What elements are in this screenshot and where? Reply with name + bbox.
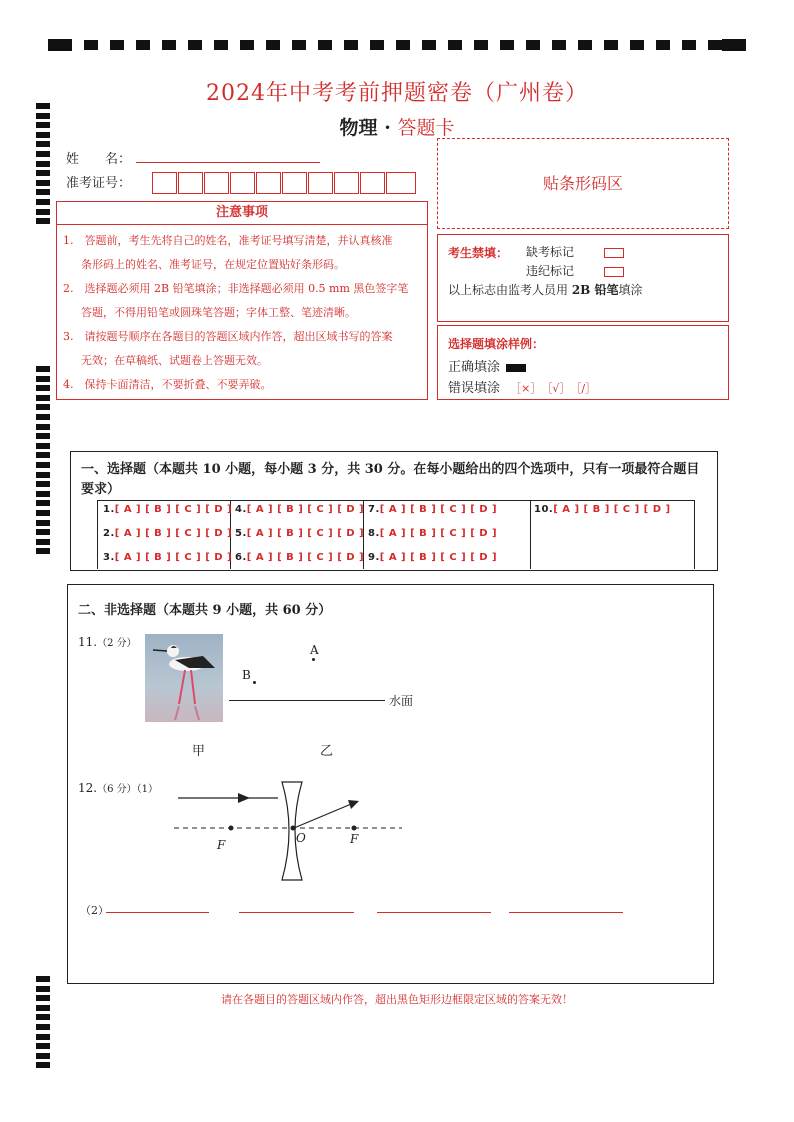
answer-blank-4[interactable] [509, 912, 623, 913]
exam-title: 2024年中考考前押题密卷（广州卷） [206, 81, 588, 106]
sample-title: 选择题填涂样例： [448, 337, 545, 351]
notice-item-1-cont: 条形码上的姓名、准考证号，在规定位置贴好条形码。 [81, 258, 345, 271]
mc-question-7[interactable] [368, 504, 497, 515]
notice-item-1: 1. 答题前，考生先将自己的姓名，准考证号填写清楚，并认真核准 [63, 234, 393, 247]
mc-question-number: 2. [103, 528, 115, 539]
mc-option-bubbles[interactable]: [ A ] [ B ] [ C ] [ D ] [379, 504, 498, 515]
mc-question-number: 9. [368, 552, 380, 563]
mc-option-bubbles[interactable]: [ A ] [ B ] [ C ] [ D ] [114, 528, 233, 539]
q12-label: 12.（6 分）（1） [78, 781, 158, 795]
wrong-sample: 错误填涂 ［×］ ［√］ ［/］ [448, 381, 597, 396]
mc-question-number: 6. [235, 552, 247, 563]
absent-label: 缺考标记 [526, 245, 575, 259]
name-label: 姓 名： [66, 152, 132, 167]
absent-mark-row [526, 243, 624, 260]
notice-item-3-cont: 无效；在草稿纸、试题卷上答题无效。 [81, 354, 268, 367]
forbidden-note: 以上标志由监考人员用 2B 铅笔填涂 [448, 283, 643, 297]
notice-box [56, 201, 428, 400]
footer-warning: 请在各题目的答题区域内作答，超出黑色矩形边框限定区域的答案无效！ [221, 993, 573, 1006]
water-surface-line [229, 700, 385, 701]
focus-right-label: F [350, 832, 359, 846]
barcode-area [437, 138, 729, 229]
fig-jia-label: 甲 [192, 744, 206, 759]
bird-photo [145, 634, 223, 722]
point-b-dot [253, 681, 256, 684]
mc-question-4[interactable] [235, 504, 364, 515]
fig-yi-label: 乙 [320, 744, 334, 759]
forbidden-label: 考生禁填： [448, 246, 509, 260]
point-a-label: A [310, 643, 319, 657]
mc-question-number: 7. [368, 504, 380, 515]
sample-box [437, 325, 729, 400]
barcode-label: 贴条形码区 [542, 174, 623, 193]
card-label: 答题卡 [397, 117, 455, 139]
refracted-arrow-icon [348, 800, 359, 809]
mc-option-bubbles[interactable]: [ A ] [ B ] [ C ] [ D ] [246, 504, 365, 515]
id-label: 准考证号： [66, 176, 132, 191]
mc-option-bubbles[interactable]: [ A ] [ B ] [ C ] [ D ] [246, 528, 365, 539]
timing-marks-top [48, 38, 746, 52]
optical-center-label: O [296, 831, 306, 845]
stilt-bird-icon [145, 634, 223, 722]
mc-option-bubbles[interactable]: [ A ] [ B ] [ C ] [ D ] [379, 528, 498, 539]
mc-question-8[interactable] [368, 528, 497, 539]
name-field[interactable] [136, 162, 320, 163]
answer-blank-2[interactable] [239, 912, 354, 913]
incident-arrow-icon [238, 793, 250, 803]
violation-mark-row [526, 262, 624, 279]
mc-option-bubbles[interactable]: [ A ] [ B ] [ C ] [ D ] [553, 504, 671, 515]
concave-lens-diagram[interactable] [170, 778, 410, 886]
answer-blank-1[interactable] [106, 912, 209, 913]
q12-part2-label: （2） [80, 904, 109, 917]
mc-question-5[interactable] [235, 528, 364, 539]
point-a-dot [312, 658, 315, 661]
notice-item-4: 4. 保持卡面清洁，不要折叠、不要弄破。 [63, 378, 272, 391]
violation-mark-box[interactable] [604, 267, 624, 277]
focus-left-label: F [217, 838, 226, 852]
water-label: 水面 [389, 694, 414, 708]
mc-question-1[interactable] [103, 504, 232, 515]
refracted-ray [294, 802, 356, 828]
mc-question-number: 4. [235, 504, 247, 515]
card-subtitle [0, 113, 794, 140]
subject-name: 物理 [339, 117, 378, 139]
notice-item-3: 3. 请按题号顺序在各题目的答题区域内作答，超出区域书写的答案 [63, 330, 393, 343]
notice-item-2-cont: 答题，不得用铅笔或圆珠笔答题；字体工整、笔迹清晰。 [81, 306, 356, 319]
separator-dot: · [384, 117, 391, 139]
filled-sample-mark [506, 364, 526, 372]
mc-option-bubbles[interactable]: [ A ] [ B ] [ C ] [ D ] [114, 552, 233, 563]
point-b-label: B [242, 668, 251, 682]
section1-heading: 一、选择题（本题共 10 小题，每小题 3 分，共 30 分。在每小题给出的四个选项中，只有一项最符合题目要求） [81, 462, 700, 497]
forbidden-box [437, 234, 729, 322]
mc-question-6[interactable] [235, 552, 364, 563]
mc-question-number: 3. [103, 552, 115, 563]
correct-sample: 正确填涂 [448, 356, 526, 375]
section2-heading: 二、非选择题（本题共 9 小题，共 60 分） [78, 603, 332, 618]
mc-question-number: 10. [534, 504, 554, 515]
mc-question-number: 1. [103, 504, 115, 515]
mc-option-bubbles[interactable]: [ A ] [ B ] [ C ] [ D ] [379, 552, 498, 563]
mc-option-bubbles[interactable]: [ A ] [ B ] [ C ] [ D ] [246, 552, 365, 563]
answer-blank-3[interactable] [377, 912, 491, 913]
q11-label: 11.（2 分） [78, 635, 137, 649]
notice-heading: 注意事项 [57, 202, 427, 225]
mc-question-9[interactable] [368, 552, 497, 563]
violation-label: 违纪标记 [526, 264, 575, 278]
notice-item-2: 2. 选择题必须用 2B 铅笔填涂；非选择题必须用 0.5 mm 黑色签字笔 [63, 282, 409, 295]
focus-left-dot [229, 826, 234, 831]
mc-question-3[interactable] [103, 552, 232, 563]
mc-question-2[interactable] [103, 528, 232, 539]
mc-question-number: 8. [368, 528, 380, 539]
mc-option-bubbles[interactable]: [ A ] [ B ] [ C ] [ D ] [114, 504, 233, 515]
focus-right-dot [352, 826, 357, 831]
mc-question-10[interactable] [534, 504, 671, 515]
mc-question-number: 5. [235, 528, 247, 539]
optical-center-dot [291, 826, 296, 831]
wrong-sample-marks: ［×］ ［√］ ［/］ [510, 382, 597, 395]
absent-mark-box[interactable] [604, 248, 624, 258]
